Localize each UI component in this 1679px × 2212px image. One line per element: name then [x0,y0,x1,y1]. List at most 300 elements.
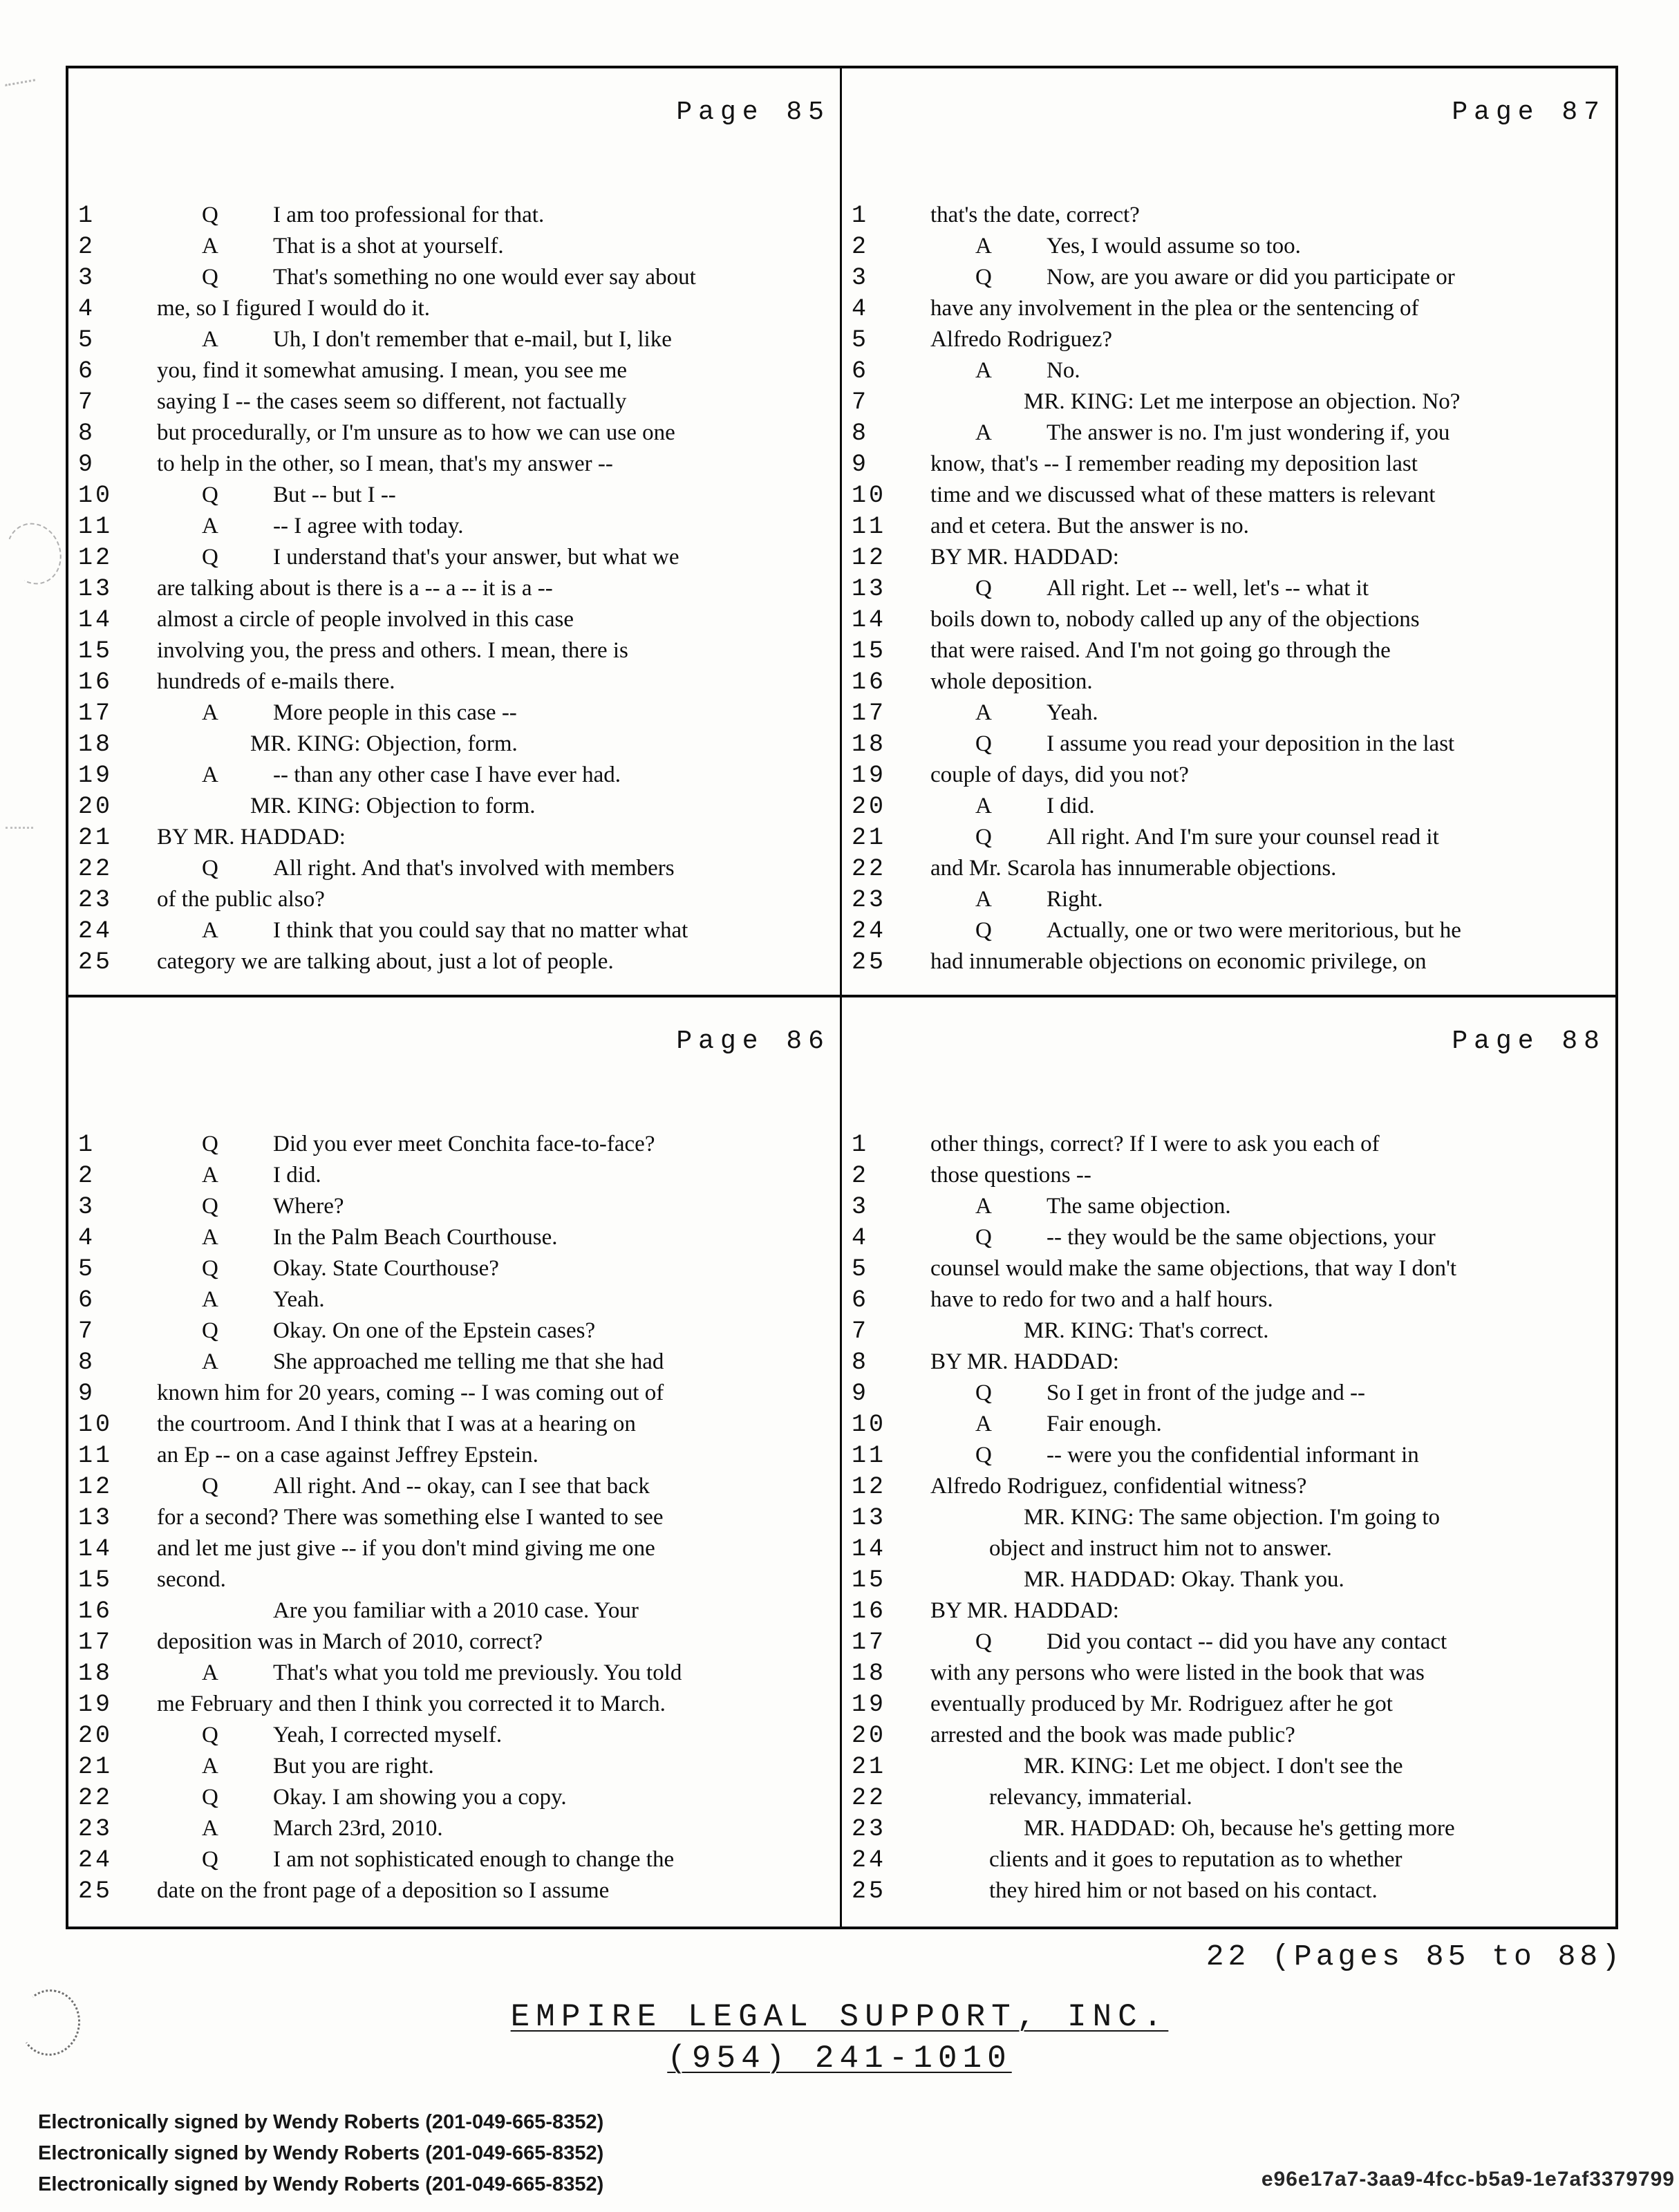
court-reporter-phone: (954) 241-1010 [667,2041,1012,2077]
line-text: All right. And I'm sure your counsel read it [1047,825,1439,850]
transcript-line [68,200,840,231]
line-text: Did you contact -- did you have any contact [1047,1629,1447,1654]
line-content [930,1471,1615,1502]
line-text: me, so I figured I would do it. [157,296,431,321]
line-number: 19 [852,1691,887,1718]
line-text: I did. [1047,794,1095,818]
speaker-marker: A [202,1163,218,1188]
line-content [930,1658,1615,1689]
transcript-line [842,511,1615,542]
line-text: almost a circle of people involved in this case [157,607,574,632]
line-text: deposition was in March of 2010, correct? [157,1629,543,1654]
line-number: 5 [78,1255,96,1283]
line-content [930,1627,1615,1658]
speaker-marker: Q [975,1380,992,1405]
speaker-marker: Q [975,1225,992,1250]
line-number: 22 [78,1784,113,1812]
line-text: That is a shot at yourself. [273,234,504,259]
line-text: the courtroom. And I think that I was at a hearing on [157,1412,636,1436]
line-number: 5 [78,326,96,354]
line-number: 22 [852,855,887,883]
line-number: 20 [852,793,887,821]
line-number: 21 [78,1753,113,1781]
transcript-line [68,231,840,262]
line-number: 21 [852,824,887,852]
line-content [157,853,840,884]
transcript-line [68,915,840,946]
line-content [930,449,1615,480]
line-content [157,418,840,449]
line-content [157,1284,840,1315]
line-text: that were raised. And I'm not going go through the [930,638,1391,663]
line-text: All right. Let -- well, let's -- what it [1047,576,1369,601]
line-number: 16 [78,1597,113,1625]
transcript-line [842,1564,1615,1595]
line-number: 13 [852,1504,887,1532]
speaker-marker: A [202,327,218,352]
line-content [930,1502,1615,1533]
transcript-line [68,262,840,293]
transcript-line [842,449,1615,480]
line-content [157,511,840,542]
line-number: 8 [78,1349,96,1376]
speaker-marker: Q [202,856,218,881]
line-text: date on the front page of a deposition so I assume [157,1878,610,1903]
transcript-line [68,418,840,449]
transcript-line [842,1222,1615,1253]
line-content [157,1875,840,1906]
line-number: 10 [78,482,113,509]
line-text: MR. HADDAD: Okay. Thank you. [1024,1567,1344,1592]
transcript-line [68,1627,840,1658]
line-number: 17 [852,700,887,727]
transcript-line [842,1533,1615,1564]
line-content [157,635,840,666]
line-content [930,1284,1615,1315]
line-number: 3 [852,264,870,292]
transcript-line [842,542,1615,573]
line-number: 13 [78,575,113,603]
line-number: 3 [78,264,96,292]
line-text: arrested and the book was made public? [930,1723,1295,1747]
line-number: 9 [78,451,96,478]
line-content [157,1658,840,1689]
line-content [930,760,1615,791]
line-content [157,324,840,355]
line-number: 8 [852,420,870,447]
line-content [930,946,1615,977]
transcript-line [842,1160,1615,1191]
speaker-marker: Q [202,1132,218,1156]
line-text: saying I -- the cases seem so different, not factually [157,389,627,414]
line-text: Right. [1047,887,1103,912]
transcript-page-85 [68,68,842,997]
transcript-line [842,884,1615,915]
line-number: 14 [852,606,887,634]
line-text: Okay. On one of the Epstein cases? [273,1318,596,1343]
line-number: 7 [852,1318,870,1345]
line-number: 10 [78,1411,113,1438]
line-number: 11 [78,513,113,541]
line-number: 20 [78,793,113,821]
transcript-line [68,1751,840,1782]
line-number: 1 [852,202,870,229]
line-text: MR. KING: Let me interpose an objection. No? [1024,389,1461,414]
line-content [157,1222,840,1253]
line-content [157,946,840,977]
line-content [930,1875,1615,1906]
line-number: 19 [852,762,887,789]
line-number: 25 [852,1877,887,1905]
transcript-line [68,635,840,666]
speaker-marker: Q [975,265,992,290]
line-text: for a second? There was something else I wanted to see [157,1505,664,1530]
line-number: 14 [78,606,113,634]
transcript-line [68,1191,840,1222]
speaker-marker: Q [202,1723,218,1747]
line-content [157,1347,840,1378]
line-text: Fair enough. [1047,1412,1162,1436]
line-number: 11 [852,513,887,541]
line-number: 16 [78,668,113,696]
line-text: But you are right. [273,1754,434,1779]
transcript-line [68,1160,840,1191]
transcript-line [68,822,840,853]
line-content [930,729,1615,760]
speaker-marker: Q [202,1256,218,1281]
transcript-lines [842,1129,1615,1906]
line-content [157,697,840,729]
line-content [157,542,840,573]
line-number: 13 [78,1504,113,1532]
signature-line: Electronically signed by Wendy Roberts (201-049-665-8352) [38,2173,604,2195]
line-text: -- I agree with today. [273,514,464,538]
line-number: 4 [852,295,870,323]
line-text: BY MR. HADDAD: [930,545,1119,570]
line-number: 1 [78,202,96,229]
transcript-line [68,449,840,480]
transcript-lines [68,200,840,977]
line-text: Yeah, I corrected myself. [273,1723,503,1747]
line-text: and let me just give -- if you don't mind giving me one [157,1536,655,1561]
line-content [157,1253,840,1284]
line-content [930,1315,1615,1347]
line-number: 18 [852,731,887,758]
line-text: hundreds of e-mails there. [157,669,395,694]
transcript-line [68,697,840,729]
speaker-marker: A [202,234,218,259]
line-content [930,666,1615,697]
speaker-marker: A [202,1287,218,1312]
transcript-line [68,1564,840,1595]
line-content [157,386,840,418]
transcript-line [842,697,1615,729]
line-content [157,1129,840,1160]
line-content [157,1564,840,1595]
line-content [157,884,840,915]
line-text: The answer is no. I'm just wondering if, you [1047,420,1450,445]
transcript-line [68,946,840,977]
speaker-marker: A [202,1816,218,1841]
transcript-line [842,1627,1615,1658]
page-label: Page 87 [1452,97,1606,127]
transcript-line [842,418,1615,449]
line-text: Okay. State Courthouse? [273,1256,499,1281]
line-content [930,1160,1615,1191]
speaker-marker: Q [975,825,992,850]
signature-line: Electronically signed by Wendy Roberts (201-049-665-8352) [38,2111,604,2133]
line-content [930,1751,1615,1782]
line-number: 18 [852,1660,887,1687]
line-content [930,1129,1615,1160]
line-number: 11 [852,1442,887,1470]
speaker-marker: A [202,762,218,787]
line-text: had innumerable objections on economic privilege, on [930,949,1427,974]
line-content [930,1564,1615,1595]
transcript-line [68,666,840,697]
transcript-line [68,1813,840,1844]
line-number: 7 [78,1318,96,1345]
line-content [930,1440,1615,1471]
speaker-marker: Q [202,265,218,290]
line-content [930,1222,1615,1253]
line-text: More people in this case -- [273,700,517,725]
line-text: She approached me telling me that she had [273,1349,664,1374]
page-label: Page 85 [676,97,830,127]
signature-line: Electronically signed by Wendy Roberts (201-049-665-8352) [38,2142,604,2164]
line-number: 2 [852,1162,870,1190]
line-text: boils down to, nobody called up any of the objections [930,607,1420,632]
line-number: 1 [852,1131,870,1159]
line-text: second. [157,1567,226,1592]
transcript-line [842,1751,1615,1782]
line-number: 21 [852,1753,887,1781]
line-content [157,200,840,231]
line-number: 20 [852,1722,887,1750]
transcript-lines [68,1129,840,1906]
line-content [157,1595,840,1627]
line-text: whole deposition. [930,669,1093,694]
line-text: Okay. I am showing you a copy. [273,1785,567,1810]
line-content [930,604,1615,635]
line-text: Yeah. [1047,700,1098,725]
line-number: 11 [78,1442,113,1470]
line-text: MR. KING: That's correct. [1024,1318,1269,1343]
speaker-marker: Q [202,545,218,570]
line-number: 16 [852,1597,887,1625]
line-text: Yeah. [273,1287,325,1312]
transcript-line [842,1658,1615,1689]
line-number: 5 [852,1255,870,1283]
line-number: 3 [852,1193,870,1221]
line-text: Alfredo Rodriguez, confidential witness? [930,1474,1307,1499]
line-number: 24 [78,1846,113,1874]
line-number: 17 [78,700,113,727]
transcript-line [842,822,1615,853]
line-text: object and instruct him not to answer. [989,1536,1332,1561]
line-number: 3 [78,1193,96,1221]
line-number: 8 [78,420,96,447]
line-content [930,1533,1615,1564]
line-text: Now, are you aware or did you participate or [1047,265,1455,290]
line-content [157,760,840,791]
line-number: 6 [78,357,96,385]
line-content [930,324,1615,355]
line-number: 12 [78,1473,113,1501]
line-content [930,915,1615,946]
transcript-line [68,293,840,324]
line-text: those questions -- [930,1163,1091,1188]
transcript-page-88 [842,997,1615,1927]
speaker-marker: Q [975,731,992,756]
line-number: 15 [78,637,113,665]
line-number: 10 [852,1411,887,1438]
line-text: All right. And -- okay, can I see that back [273,1474,650,1499]
transcript-line [68,1440,840,1471]
speaker-marker: Q [202,1194,218,1219]
line-number: 18 [78,1660,113,1687]
speaker-marker: A [975,1412,992,1436]
transcript-line [68,1315,840,1347]
speaker-marker: Q [202,203,218,227]
line-content [930,853,1615,884]
line-number: 19 [78,1691,113,1718]
line-number: 25 [78,948,113,976]
transcript-line [842,573,1615,604]
line-content [157,293,840,324]
line-content [157,729,840,760]
line-text: MR. HADDAD: Oh, because he's getting more [1024,1816,1455,1841]
speaker-marker: A [202,700,218,725]
transcript-line [68,1129,840,1160]
line-text: an Ep -- on a case against Jeffrey Epstein. [157,1443,538,1468]
line-content [930,262,1615,293]
line-number: 14 [78,1535,113,1563]
line-content [157,1627,840,1658]
line-text: know, that's -- I remember reading my deposition last [930,451,1418,476]
page-label: Page 88 [1452,1027,1606,1056]
transcript-line [68,760,840,791]
transcript-line [842,386,1615,418]
transcript-line [68,1720,840,1751]
line-text: So I get in front of the judge and -- [1047,1380,1365,1405]
line-number: 2 [852,233,870,261]
transcript-line [842,1471,1615,1502]
speaker-marker: Q [202,1785,218,1810]
line-content [930,573,1615,604]
speaker-marker: A [202,1754,218,1779]
transcript-page-86 [68,997,842,1927]
speaker-marker: Q [975,918,992,943]
line-number: 15 [78,1566,113,1594]
line-content [157,1813,840,1844]
line-text: you, find it somewhat amusing. I mean, you see me [157,358,628,383]
line-content [930,1409,1615,1440]
speaker-marker: A [975,887,992,912]
line-content [930,697,1615,729]
line-text: All right. And that's involved with members [273,856,675,881]
hole-punch-artifact [0,515,70,592]
line-text: March 23rd, 2010. [273,1816,443,1841]
transcript-line [842,324,1615,355]
speaker-marker: Q [202,482,218,507]
line-number: 2 [78,1162,96,1190]
line-number: 17 [78,1629,113,1656]
line-text: The same objection. [1047,1194,1231,1219]
line-text: are talking about is there is a -- a -- it is a -- [157,576,553,601]
scan-squiggle-artifact [5,79,37,93]
line-content [157,355,840,386]
line-content [157,1378,840,1409]
transcript-line [842,1315,1615,1347]
transcript-line [842,1813,1615,1844]
transcript-line [68,542,840,573]
line-number: 17 [852,1629,887,1656]
sheet-page-summary: 22 (Pages 85 to 88) [1206,1940,1624,1974]
speaker-marker: A [975,358,992,383]
line-text: I am not sophisticated enough to change the [273,1847,675,1872]
line-number: 9 [852,451,870,478]
line-text: and Mr. Scarola has innumerable objections. [930,856,1337,881]
transcript-line [68,1409,840,1440]
line-content [157,791,840,822]
line-content [157,1315,840,1347]
line-content [157,822,840,853]
transcript-line [842,729,1615,760]
transcript-line [68,1689,840,1720]
line-number: 7 [852,388,870,416]
line-text: That's something no one would ever say about [273,265,696,290]
transcript-line [842,791,1615,822]
line-content [930,1813,1615,1844]
transcript-line [842,293,1615,324]
transcript-line [842,635,1615,666]
line-content [930,1191,1615,1222]
line-number: 7 [78,388,96,416]
line-text: That's what you told me previously. You told [273,1660,682,1685]
line-text: Are you familiar with a 2010 case. Your [273,1598,639,1623]
line-content [930,231,1615,262]
transcript-line [68,1782,840,1813]
line-content [930,418,1615,449]
transcript-line [842,1720,1615,1751]
court-reporter-company: EMPIRE LEGAL SUPPORT, INC. [510,1999,1169,2035]
line-text: MR. KING: The same objection. I'm going to [1024,1505,1441,1530]
line-number: 23 [78,886,113,914]
line-content [930,1689,1615,1720]
transcript-line [842,666,1615,697]
transcript-line [842,915,1615,946]
line-number: 22 [78,855,113,883]
document-id: e96e17a7-3aa9-4fcc-b5a9-1e7af3379799 [1261,2168,1675,2191]
line-text: eventually produced by Mr. Rodriguez after he got [930,1691,1393,1716]
transcript-line [842,200,1615,231]
scan-dots-artifact [6,827,33,833]
line-number: 21 [78,824,113,852]
transcript-line [842,1378,1615,1409]
line-content [157,1191,840,1222]
line-number: 16 [852,668,887,696]
transcript-line [68,355,840,386]
transcript-line [68,1471,840,1502]
line-text: have to redo for two and a half hours. [930,1287,1273,1312]
line-text: Alfredo Rodriguez? [930,327,1112,352]
line-text: But -- but I -- [273,482,396,507]
line-number: 15 [852,637,887,665]
line-number: 23 [852,1815,887,1843]
line-number: 4 [78,295,96,323]
line-text: of the public also? [157,887,325,912]
